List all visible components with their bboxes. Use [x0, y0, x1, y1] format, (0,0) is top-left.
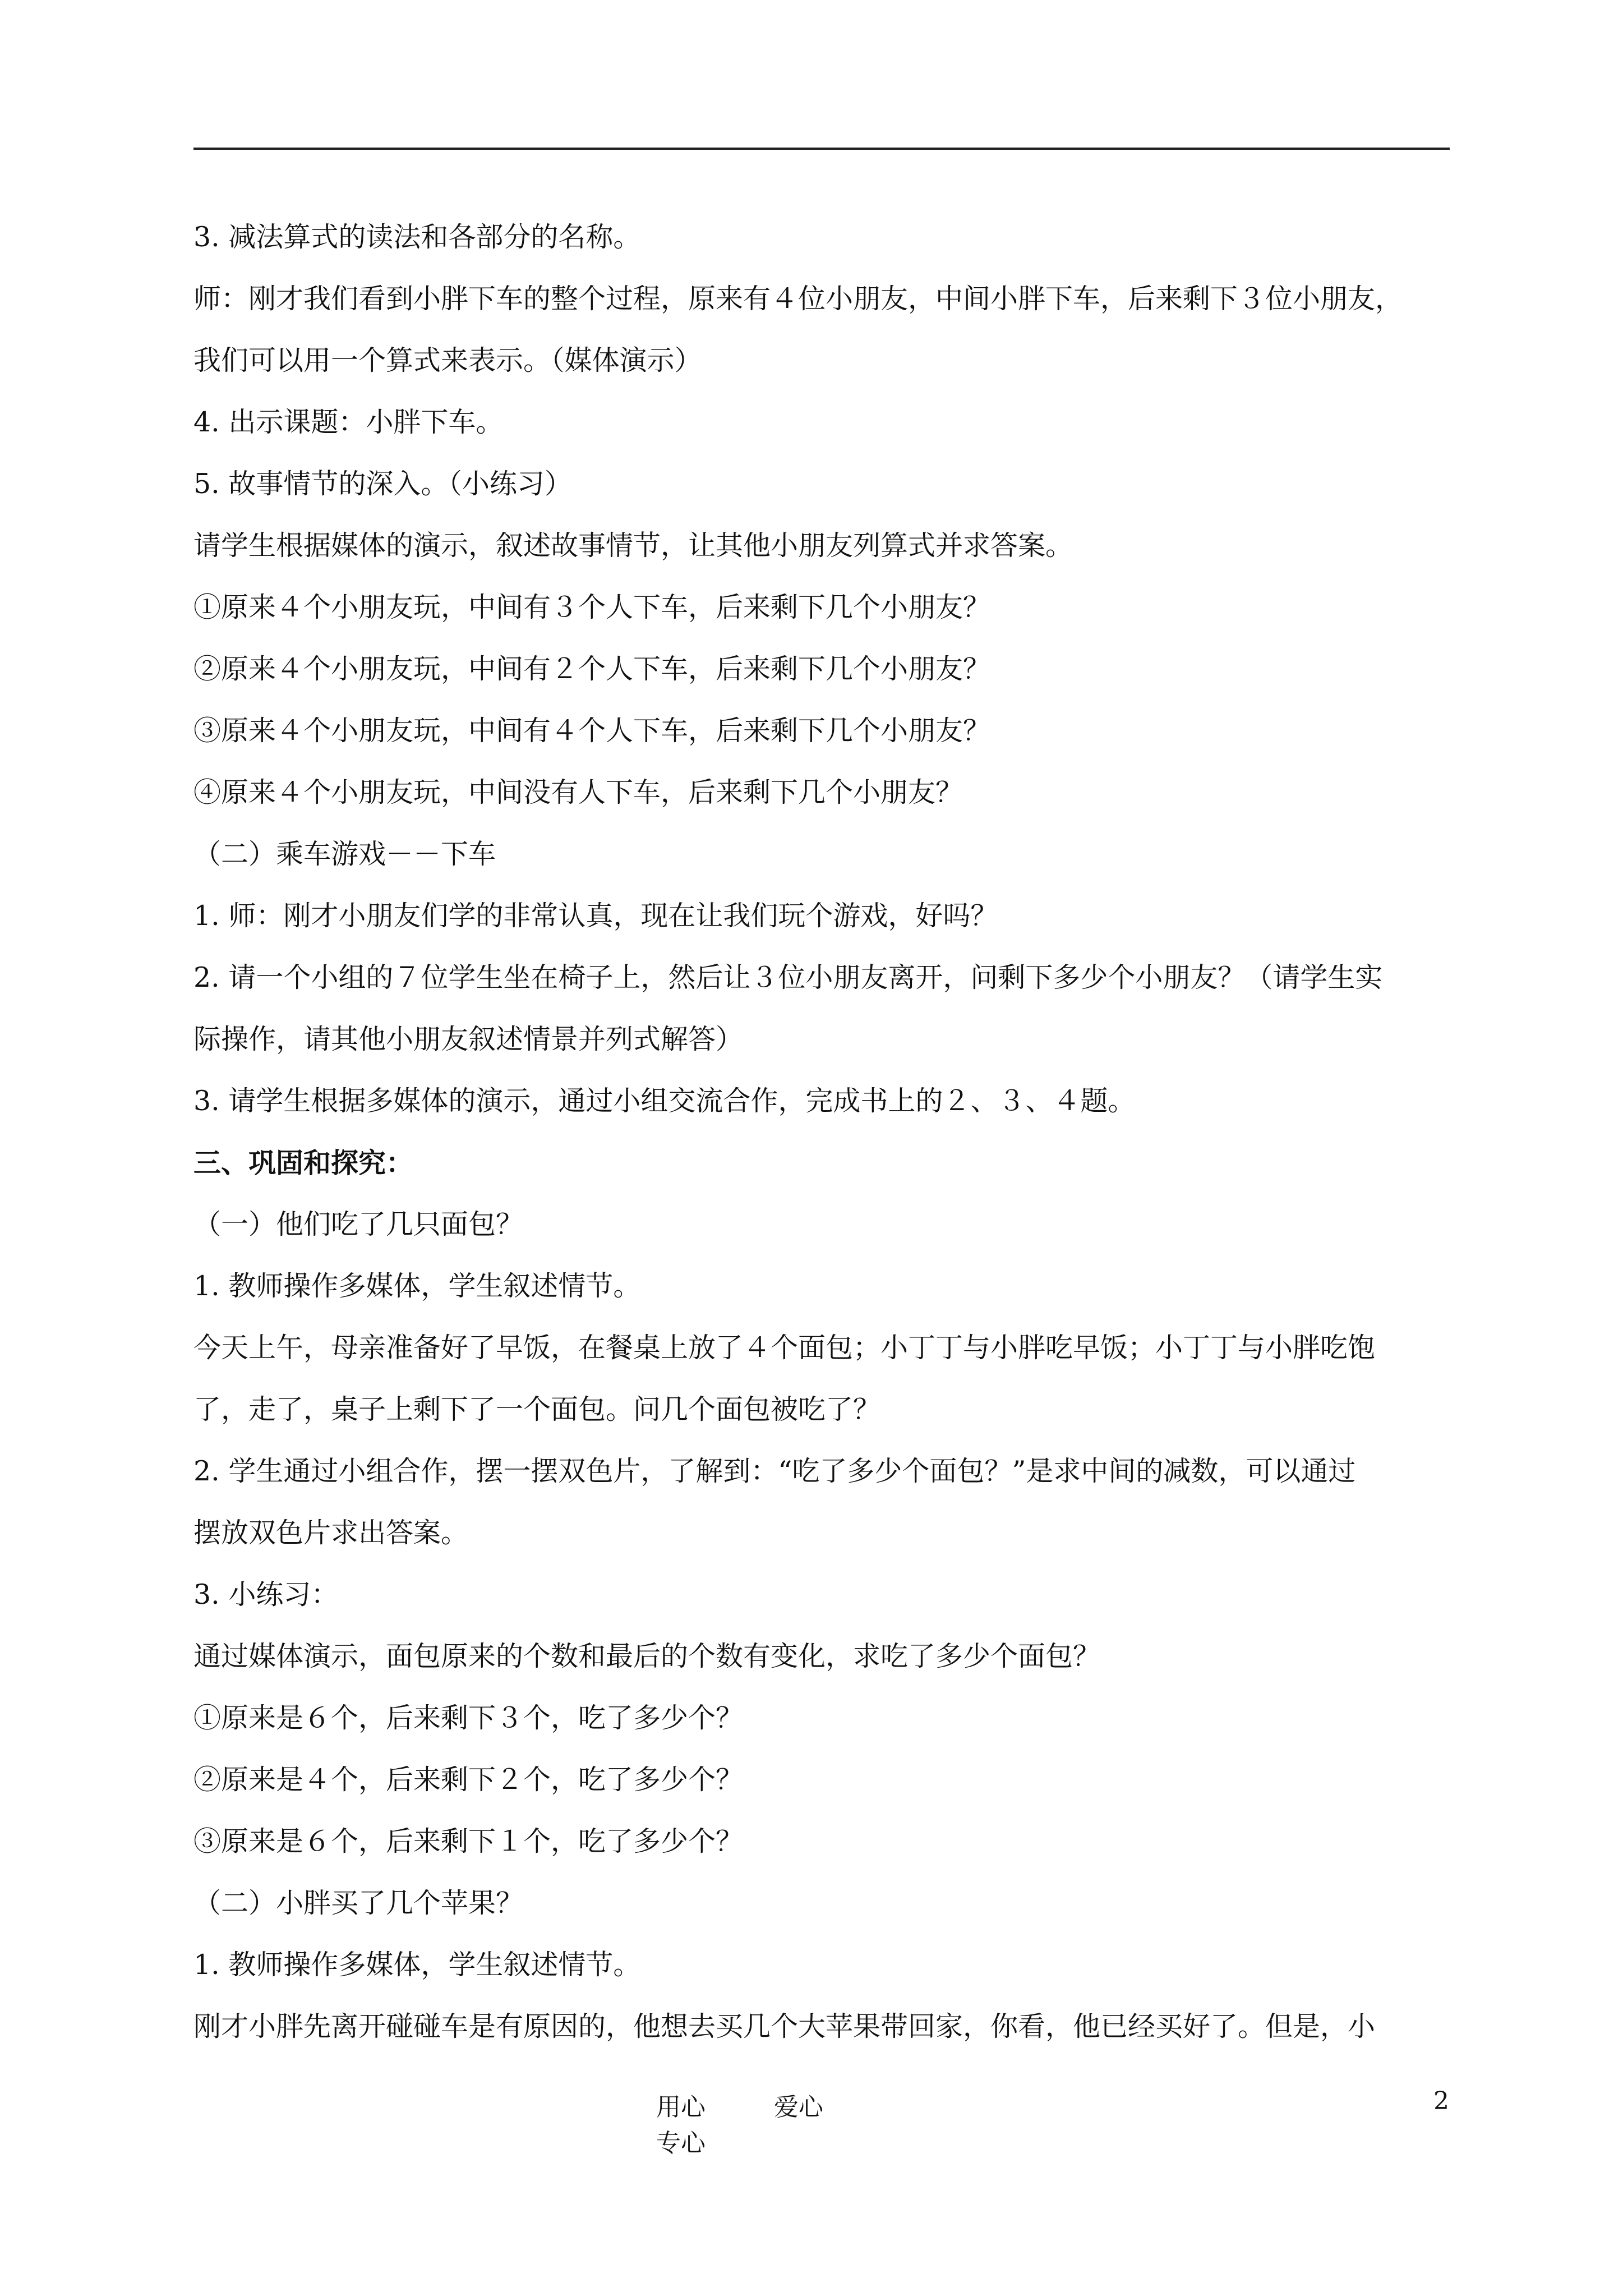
text-line: 了，走了，桌子上剩下了一个面包。问几个面包被吃了？ — [193, 1393, 881, 1425]
text-line: 师：刚才我们看到小胖下车的整个过程，原来有４位小朋友，中间小胖下车，后来剩下３位小朋友， — [193, 283, 1403, 315]
page-number: 2 — [1433, 2087, 1449, 2115]
text-line: 3. 请学生根据多媒体的演示，通过小组交流合作，完成书上的２、３、４题。 — [193, 1085, 1136, 1117]
footer-slogan: 用心 — [656, 2093, 706, 2122]
text-line: ②原来是４个，后来剩下２个，吃了多少个？ — [193, 1764, 744, 1796]
footer-slogans — [656, 2087, 948, 2159]
document-body — [193, 206, 1450, 2058]
header-rule — [193, 148, 1450, 150]
text-line: 际操作，请其他小朋友叙述情景并列式解答） — [193, 1023, 744, 1055]
text-line: 通过媒体演示，面包原来的个数和最后的个数有变化，求吃了多少个面包？ — [193, 1640, 1101, 1672]
text-line: 1. 师：刚才小朋友们学的非常认真，现在让我们玩个游戏，好吗？ — [193, 900, 998, 932]
text-line: （二）乘车游戏－－下车 — [193, 838, 496, 870]
text-line: 3. 小练习： — [193, 1579, 339, 1611]
text-line: 4. 出示课题：小胖下车。 — [193, 406, 504, 438]
text-line: 1. 教师操作多媒体，学生叙述情节。 — [193, 1949, 641, 1981]
footer-slogan: 爱心 — [774, 2093, 823, 2122]
text-line: 2. 请一个小组的７位学生坐在椅子上，然后让３位小朋友离开，问剩下多少个小朋友？（请学生实 — [193, 961, 1383, 993]
text-line: 请学生根据媒体的演示，叙述故事情节，让其他小朋友列算式并求答案。 — [193, 530, 1073, 562]
text-line: 5. 故事情节的深入。（小练习） — [193, 468, 572, 500]
text-line: 今天上午，母亲准备好了早饭，在餐桌上放了４个面包；小丁丁与小胖吃早饭；小丁丁与小胖吃饱 — [193, 1332, 1376, 1364]
text-line: 3. 减法算式的读法和各部分的名称。 — [193, 221, 641, 253]
text-line: ③原来４个小朋友玩，中间有４个人下车，后来剩下几个小朋友？ — [193, 715, 991, 747]
text-line: ①原来４个小朋友玩，中间有３个人下车，后来剩下几个小朋友？ — [193, 591, 991, 623]
text-line: 1. 教师操作多媒体，学生叙述情节。 — [193, 1270, 641, 1302]
text-line: 2. 学生通过小组合作，摆一摆双色片，了解到：“吃了多少个面包？”是求中间的减数，可以通过 — [193, 1455, 1356, 1487]
text-line: （二）小胖买了几个苹果？ — [193, 1887, 524, 1919]
text-line: 刚才小胖先离开碰碰车是有原因的，他想去买几个大苹果带回家，你看，他已经买好了。但是，小 — [193, 2010, 1376, 2042]
footer-slogan: 专心 — [656, 2129, 706, 2157]
text-line: 摆放双色片求出答案。 — [193, 1517, 469, 1549]
text-line: ③原来是６个，后来剩下１个，吃了多少个？ — [193, 1825, 744, 1857]
text-line: ④原来４个小朋友玩，中间没有人下车，后来剩下几个小朋友？ — [193, 776, 963, 808]
text-line: 我们可以用一个算式来表示。（媒体演示） — [193, 344, 702, 376]
text-line: ②原来４个小朋友玩，中间有２个人下车，后来剩下几个小朋友？ — [193, 653, 991, 685]
section-heading: 三、巩固和探究： — [193, 1147, 414, 1179]
text-line: ①原来是６个，后来剩下３个，吃了多少个？ — [193, 1702, 744, 1734]
text-line: （一）他们吃了几只面包？ — [193, 1208, 524, 1240]
